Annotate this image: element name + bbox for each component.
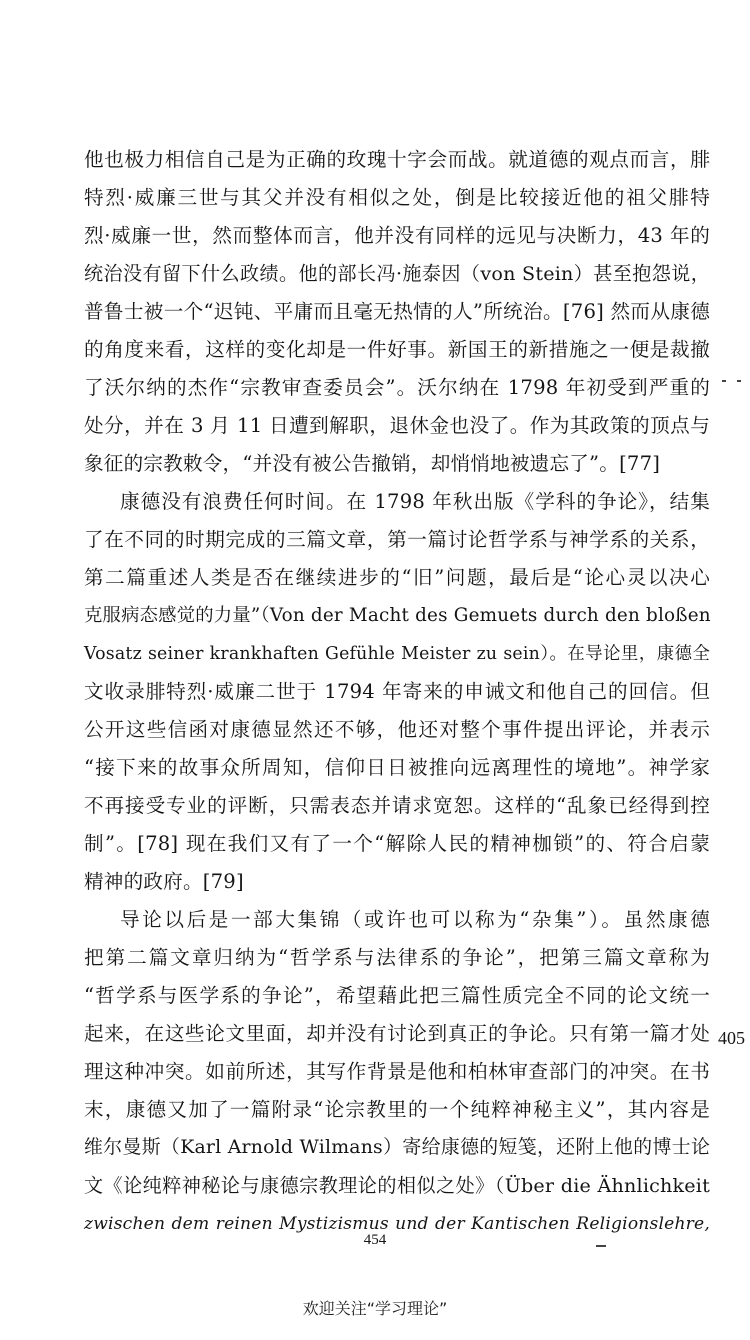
text-line-4: 统治没有留下什么政绩。他的部长冯·施泰因（von Stein）甚至抱怨说， xyxy=(84,262,710,285)
text-line-6: 的角度来看，这样的变化却是一件好事。新国王的新措施之一便是裁撤 xyxy=(84,338,710,361)
text-line-8: 处分，并在 3 月 11 日遭到解职，退休金也没了。作为其政策的顶点与 xyxy=(84,414,710,437)
text-line-27: 维尔曼斯（Karl Arnold Wilmans）寄给康德的短笺，还附上他的博士论 xyxy=(84,1137,710,1158)
page-number: 454 xyxy=(363,1232,387,1248)
text-line-13: 克服病态感觉的力量”（Von der Macht des Gemuets durch den bloßen xyxy=(84,605,711,626)
text-line-9: 象征的宗教敕令，“并没有被公告撤销，却悄悄地被遗忘了”。[77] xyxy=(84,452,661,475)
footer-watermark: 欢迎关注“学习理论” xyxy=(302,1299,448,1318)
margin-page-reference: 405 xyxy=(718,1028,745,1048)
text-line-20: 精神的政府。[79] xyxy=(84,870,244,893)
text-line-28: 文《论纯粹神秘论与康德宗教理论的相似之处》（Über die Ähnlichkeit xyxy=(84,1174,710,1197)
text-line-21: 导论以后是一部大集锦（或许也可以称为“杂集”）。虽然康德 xyxy=(120,908,710,931)
text-line-7: 了沃尔纳的杰作“宗教审查委员会”。沃尔纳在 1798 年初受到严重的 xyxy=(84,376,710,399)
text-line-14: Vosatz seiner krankhaften Gefühle Meister zu sein）。在导论里，康德全 xyxy=(84,644,710,664)
text-line-26: 末，康德又加了一篇附录“论宗教里的一个纯粹神秘主义”，其内容是 xyxy=(84,1098,710,1121)
text-line-1: 他也极力相信自己是为正确的玫瑰十字会而战。就道德的观点而言，腓 xyxy=(84,148,710,171)
text-line-29: zwischen dem reinen Mystizismus und der Kantischen Religionslehre, xyxy=(84,1214,710,1234)
text-line-11: 了在不同的时期完成的三篇文章，第一篇讨论哲学系与神学系的关系， xyxy=(84,528,710,551)
text-line-25: 理这种冲突。如前所述，其写作背景是他和柏林审查部门的冲突。在书 xyxy=(84,1060,710,1083)
scan-speck xyxy=(737,380,741,382)
text-line-2: 特烈·威廉三世与其父并没有相似之处，倒是比较接近他的祖父腓特 xyxy=(84,186,710,209)
text-line-22: 把第二篇文章归纳为“哲学系与法律系的争论”，把第三篇文章称为 xyxy=(84,946,710,969)
text-line-19: 制”。[78] 现在我们又有了一个“解除人民的精神枷锁”的、符合启蒙 xyxy=(84,832,710,855)
scan-speck xyxy=(596,1245,606,1247)
text-line-24: 起来，在这些论文里面，却并没有讨论到真正的争论。只有第一篇才处 xyxy=(84,1022,710,1045)
text-line-18: 不再接受专业的评断，只需表态并请求宽恕。这样的“乱象已经得到控 xyxy=(84,794,710,817)
text-line-23: “哲学系与医学系的争论”，希望藉此把三篇性质完全不同的论文统一 xyxy=(84,984,710,1007)
text-line-12: 第二篇重述人类是否在继续进步的“旧”问题，最后是“论心灵以决心 xyxy=(84,566,710,589)
text-line-5: 普鲁士被一个“迟钝、平庸而且毫无热情的人”所统治。[76] 然而从康德 xyxy=(84,300,710,323)
text-line-15: 文收录腓特烈·威廉二世于 1794 年寄来的申诫文和他自己的回信。但 xyxy=(84,680,710,703)
scan-speck xyxy=(722,380,726,382)
text-line-16: 公开这些信函对康德显然还不够，他还对整个事件提出评论，并表示 xyxy=(84,718,710,741)
text-line-3: 烈·威廉一世，然而整体而言，他并没有同样的远见与决断力，43 年的 xyxy=(84,224,710,247)
text-line-10: 康德没有浪费任何时间。在 1798 年秋出版《学科的争论》，结集 xyxy=(120,490,710,513)
text-line-17: “接下来的故事众所周知，信仰日日被推向远离理性的境地”。神学家 xyxy=(84,756,710,779)
